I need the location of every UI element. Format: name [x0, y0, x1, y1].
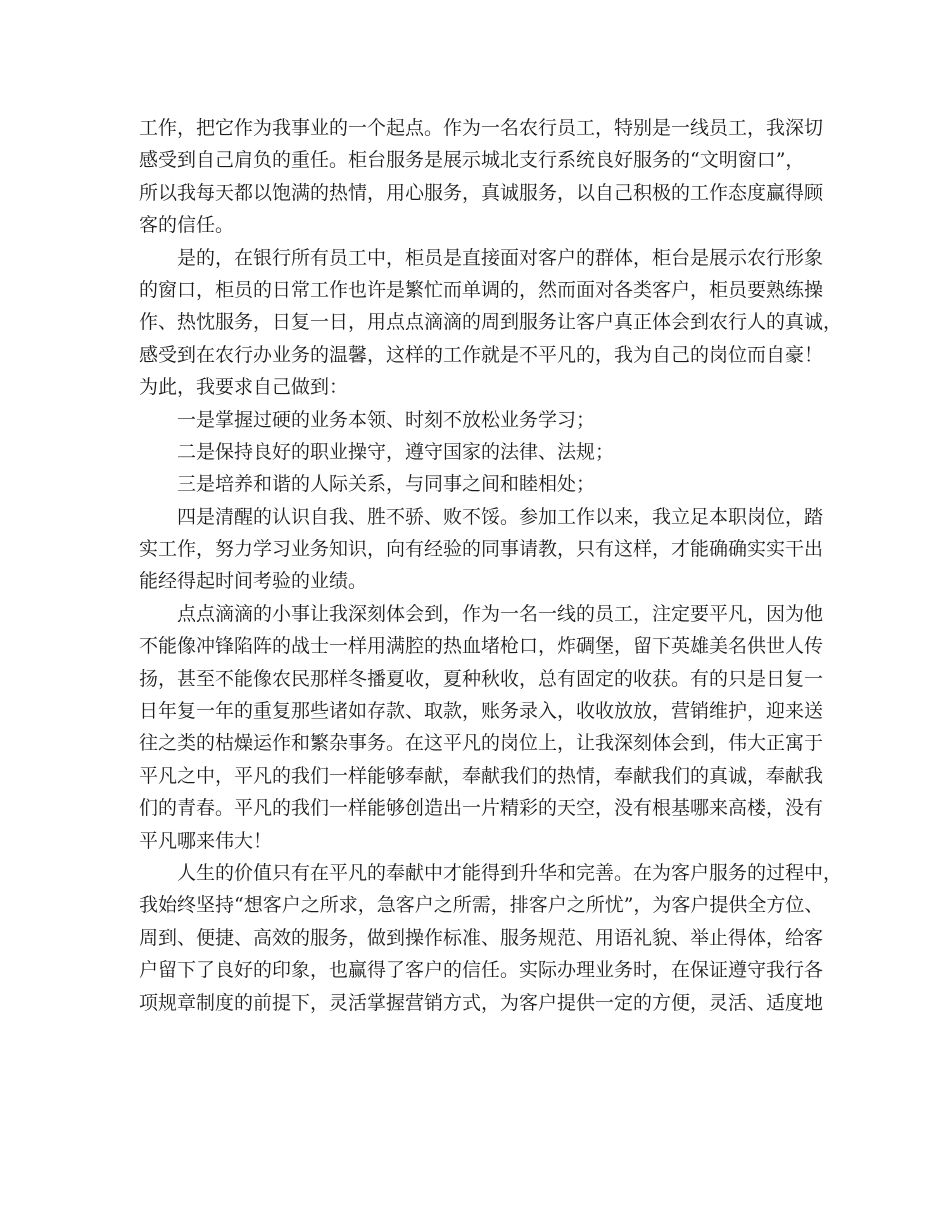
text-line: 往之类的枯燥运作和繁杂事务。在这平凡的岗位上，让我深刻体会到，伟大正寓于: [139, 732, 824, 755]
text-line: 日年复一年的重复那些诸如存款、取款，账务录入，收收放放，营销维护，迎来送: [139, 700, 824, 723]
text-line: 感受到自己肩负的重任。柜台服务是展示城北支行系统良好服务的“文明窗口”，: [139, 149, 805, 172]
text-line: 扬，甚至不能像农民那样冬播夏收，夏种秋收，总有固定的收获。有的只是日复一: [139, 667, 824, 690]
text-line: 所以我每天都以饱满的热情，用心服务，真诚服务，以自己积极的工作态度赢得顾: [139, 181, 824, 204]
text-line: 不能像冲锋陷阵的战士一样用满腔的热血堵枪口，炸碉堡，留下英雄美名供世人传: [139, 635, 824, 658]
text-line: 的窗口，柜员的日常工作也许是繁忙而单调的，然而面对各类客户，柜员要熟练操: [139, 278, 824, 301]
text-line: 感受到在农行办业务的温馨，这样的工作就是不平凡的，我为自己的岗位而自豪！: [139, 343, 824, 366]
text-line: 点点滴滴的小事让我深刻体会到，作为一名一线的员工，注定要平凡，因为他: [177, 602, 824, 625]
text-line: 周到、便捷、高效的服务，做到操作标准、服务规范、用语礼貌、举止得体，给客: [139, 926, 824, 949]
text-line: 人生的价值只有在平凡的奉献中才能得到升华和完善。在为客户服务的过程中，: [177, 861, 843, 884]
text-line: 三是培养和谐的人际关系，与同事之间和睦相处；: [177, 473, 596, 496]
text-line: 为此，我要求自己做到：: [139, 376, 349, 399]
text-line: 客的信任。: [139, 214, 235, 237]
text-line: 一是掌握过硬的业务本领、时刻不放松业务学习；: [177, 408, 596, 431]
text-line: 平凡哪来伟大！: [139, 829, 273, 852]
text-line: 工作，把它作为我事业的一个起点。作为一名农行员工，特别是一线员工，我深切: [139, 117, 824, 139]
text-line: 我始终坚持“想客户之所求，急客户之所需，排客户之所忧”，为客户提供全方位、: [139, 894, 824, 917]
text-line: 能经得起时间考验的业绩。: [139, 570, 368, 593]
text-line: 们的青春。平凡的我们一样能够创造出一片精彩的天空，没有根基哪来高楼，没有: [139, 797, 824, 820]
text-line: 作、热忱服务，日复一日，用点点滴滴的周到服务让客户真正体会到农行人的真诚，: [139, 311, 843, 334]
text-line: 项规章制度的前提下，灵活掌握营销方式，为客户提供一定的方便，灵活、适度地: [139, 991, 824, 1014]
text-line: 二是保持良好的职业操守，遵守国家的法律、法规；: [177, 440, 615, 463]
text-line: 户留下了良好的印象，也赢得了客户的信任。实际办理业务时，在保证遵守我行各: [139, 959, 824, 982]
text-line: 平凡之中，平凡的我们一样能够奉献，奉献我们的热情，奉献我们的真诚，奉献我: [139, 764, 824, 787]
document-body: [139, 112, 843, 1019]
text-line: 四是清醒的认识自我、胜不骄、败不馁。参加工作以来，我立足本职岗位，踏: [177, 505, 824, 528]
text-line: 实工作，努力学习业务知识，向有经验的同事请教，只有这样，才能确确实实干出: [139, 538, 824, 561]
text-line: 是的，在银行所有员工中，柜员是直接面对客户的群体，柜台是展示农行形象: [177, 246, 824, 269]
